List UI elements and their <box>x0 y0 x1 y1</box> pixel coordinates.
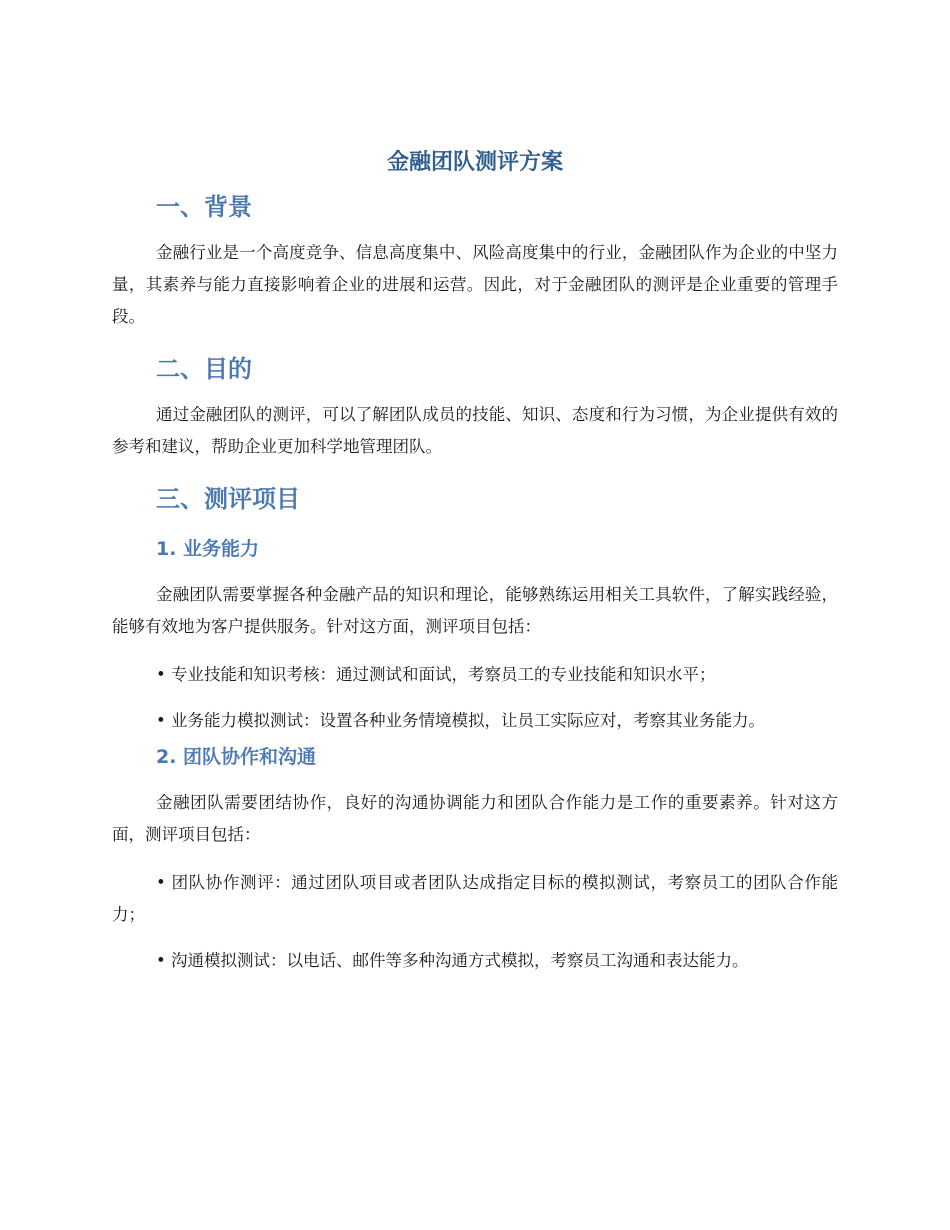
subheading-teamwork: 2. 团队协作和沟通 <box>156 746 317 768</box>
section-heading-items: 三、测评项目 <box>156 485 300 513</box>
teamwork-paragraph: 金融团队需要团结协作，良好的沟通协调能力和团队合作能力是工作的重要素养。针对这方面，测评项目包括： <box>112 793 838 844</box>
purpose-paragraph: 通过金融团队的测评，可以了解团队成员的技能、知识、态度和行为习惯，为企业提供有效的参考和建议，帮助企业更加科学地管理团队。 <box>112 405 838 456</box>
business-bullet-1: • 专业技能和知识考核：通过测试和面试，考察员工的专业技能和知识水平； <box>156 665 716 684</box>
background-paragraph: 金融行业是一个高度竞争、信息高度集中、风险高度集中的行业，金融团队作为企业的中坚力量，其素养与能力直接影响着企业的进展和运营。因此，对于金融团队的测评是企业重要的管理手段。 <box>112 243 838 326</box>
business-paragraph: 金融团队需要掌握各种金融产品的知识和理论，能够熟练运用相关工具软件，了解实践经验，能够有效地为客户提供服务。针对这方面，测评项目包括： <box>112 585 838 636</box>
section-heading-background: 一、背景 <box>156 193 252 221</box>
teamwork-bullet-1: • 团队协作测评：通过团队项目或者团队达成指定目标的模拟测试，考察员工的团队合作能力； <box>112 873 838 924</box>
subheading-business: 1. 业务能力 <box>156 538 260 560</box>
document-title: 金融团队测评方案 <box>386 150 563 175</box>
section-heading-purpose: 二、目的 <box>156 355 252 383</box>
teamwork-bullet-2: • 沟通模拟测试：以电话、邮件等多种沟通方式模拟，考察员工沟通和表达能力。 <box>156 951 749 970</box>
document-page <box>112 140 838 977</box>
business-bullet-2: • 业务能力模拟测试：设置各种业务情境模拟，让员工实际应对，考察其业务能力。 <box>156 711 765 730</box>
